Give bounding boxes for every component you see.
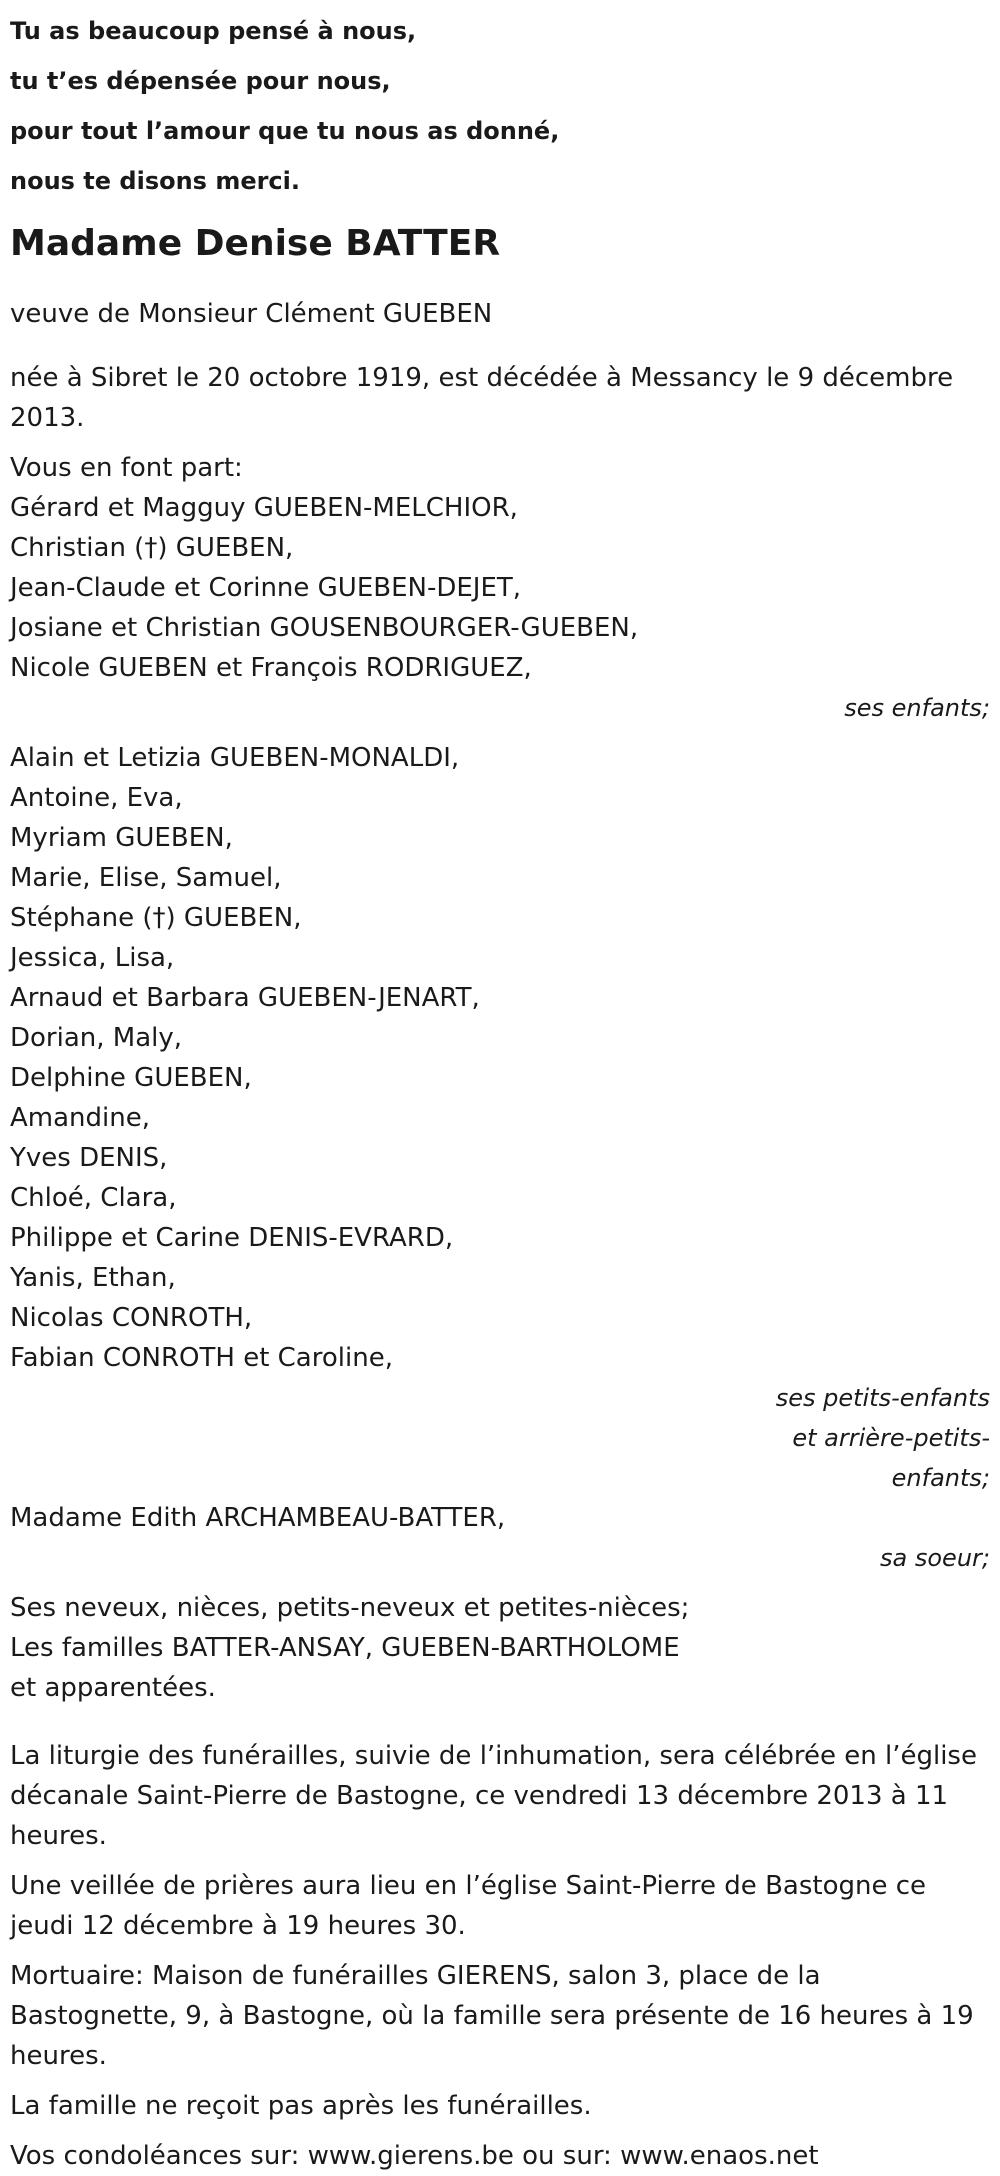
poem-line: pour tout l’amour que tu nous as donné,: [10, 117, 560, 145]
grandchild-entry: Alain et Letizia GUEBEN-MONALDI,: [10, 743, 460, 773]
grandchild-entry: Jessica, Lisa,: [10, 943, 175, 973]
relatives-section: [10, 1588, 990, 1708]
poem: [10, 6, 990, 206]
no-reception-note: La famille ne reçoit pas après les funérailles.: [10, 2091, 592, 2121]
relatives-line: Les familles BATTER-ANSAY, GUEBEN-BARTHOLOME: [10, 1633, 680, 1663]
child-entry: Gérard et Magguy GUEBEN-MELCHIOR,: [10, 493, 518, 523]
mortuary-info: Mortuaire: Maison de funérailles GIERENS, salon 3, place de la Bastognette, 9, à Bastogne, où la famille sera présente de 16 heures à 19 heures.: [10, 1961, 974, 2071]
grandchild-entry: Nicolas CONROTH,: [10, 1303, 253, 1333]
announce-intro: Vous en font part:: [10, 453, 243, 483]
relatives-line: Ses neveux, nièces, petits-neveux et petites-nièces;: [10, 1593, 690, 1623]
grandchild-entry: Delphine GUEBEN,: [10, 1063, 252, 1093]
sister-role: sa soeur;: [880, 1544, 990, 1572]
grandchild-entry: Philippe et Carine DENIS-EVRARD,: [10, 1223, 454, 1253]
poem-line: tu t’es dépensée pour nous,: [10, 67, 391, 95]
children-role: ses enfants;: [844, 694, 990, 722]
grandchild-entry: Myriam GUEBEN,: [10, 823, 233, 853]
grandchildren-section: [10, 738, 990, 1498]
poem-line: Tu as beaucoup pensé à nous,: [10, 17, 417, 45]
condolences-info: Vos condoléances sur: www.gierens.be ou sur: www.enaos.net: [10, 2141, 819, 2171]
birth-death: née à Sibret le 20 octobre 1919, est décédée à Messancy le 9 décembre 2013.: [10, 363, 954, 433]
grandchild-entry: Chloé, Clara,: [10, 1183, 177, 1213]
grandchild-entry: Fabian CONROTH et Caroline,: [10, 1343, 393, 1373]
grandchild-entry: Dorian, Maly,: [10, 1023, 183, 1053]
poem-line: nous te disons merci.: [10, 167, 301, 195]
child-entry: Josiane et Christian GOUSENBOURGER-GUEBEN,: [10, 613, 639, 643]
sister-section: [10, 1498, 990, 1578]
grandchildren-role: ses petits-enfants et arrière-petits-enfants;: [775, 1384, 990, 1492]
relatives-line: et apparentées.: [10, 1673, 216, 1703]
vigil-info: Une veillée de prières aura lieu en l’église Saint-Pierre de Bastogne ce jeudi 12 décembre à 19 heures 30.: [10, 1871, 927, 1941]
child-entry: Nicole GUEBEN et François RODRIGUEZ,: [10, 653, 532, 683]
child-entry: Christian (†) GUEBEN,: [10, 533, 294, 563]
grandchild-entry: Antoine, Eva,: [10, 783, 183, 813]
grandchild-entry: Marie, Elise, Samuel,: [10, 863, 282, 893]
liturgy-info: La liturgie des funérailles, suivie de l’inhumation, sera célébrée en l’église décanale Saint-Pierre de Bastogne, ce vendredi 13 décembre 2013 à 11 heures.: [10, 1741, 977, 1851]
widow-of: veuve de Monsieur Clément GUEBEN: [10, 299, 493, 329]
sister-entry: Madame Edith ARCHAMBEAU-BATTER,: [10, 1503, 506, 1533]
grandchild-entry: Amandine,: [10, 1103, 150, 1133]
deceased-name: Madame Denise BATTER: [10, 223, 501, 264]
child-entry: Jean-Claude et Corinne GUEBEN-DEJET,: [10, 573, 522, 603]
grandchild-entry: Stéphane (†) GUEBEN,: [10, 903, 302, 933]
grandchild-entry: Yves DENIS,: [10, 1143, 168, 1173]
grandchild-entry: Yanis, Ethan,: [10, 1263, 176, 1293]
grandchild-entry: Arnaud et Barbara GUEBEN-JENART,: [10, 983, 480, 1013]
children-section: [10, 448, 990, 728]
